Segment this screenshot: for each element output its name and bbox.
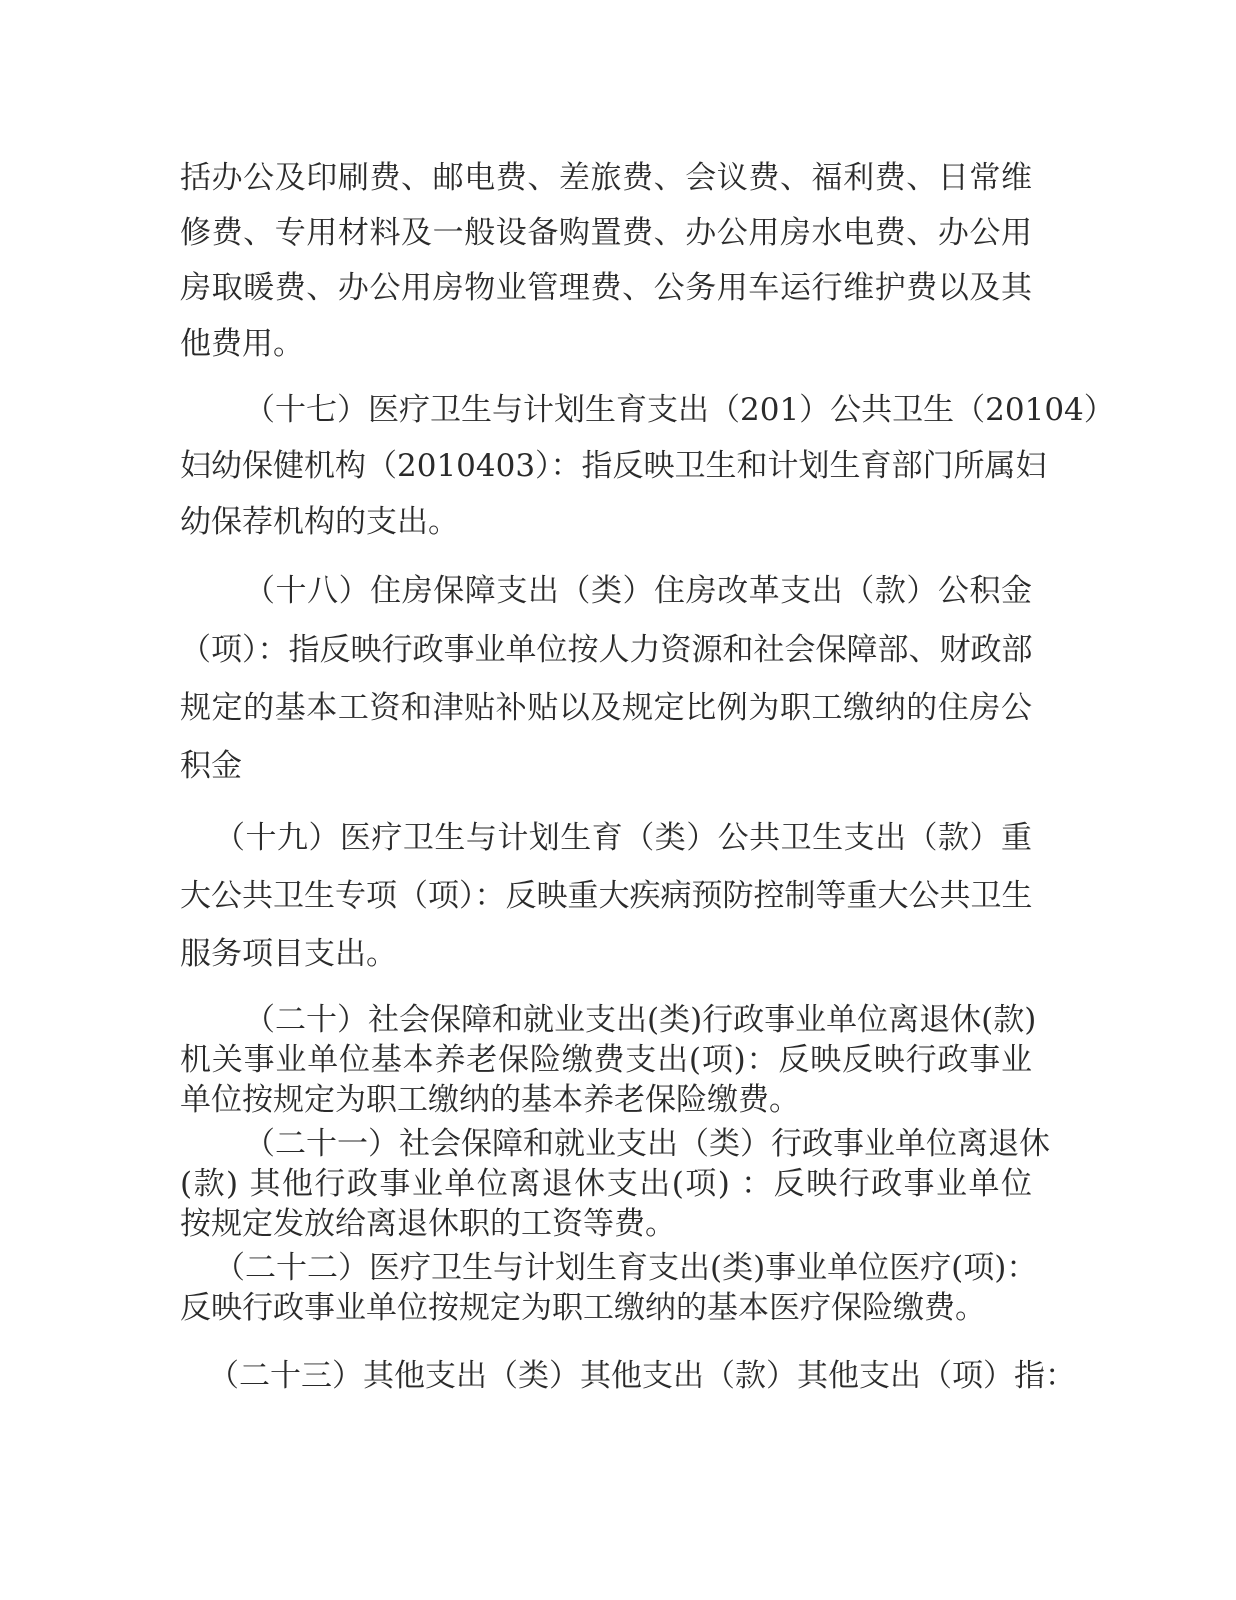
text-line: （十七）医疗卫生与计划生育支出（201）公共卫生（20104）: [244, 392, 1115, 428]
text-line: 他费用。: [180, 326, 304, 362]
text-line: （十九）医疗卫生与计划生育（类）公共卫生支出（款）重: [214, 820, 1032, 856]
text-line: （项）：指反映行政事业单位按人力资源和社会保障部、财政部: [180, 632, 1033, 668]
text-line: （十八）住房保障支出（类）住房改革支出（款）公积金: [244, 573, 1032, 609]
text-line: 规定的基本工资和津贴补贴以及规定比例为职工缴纳的住房公: [180, 690, 1032, 726]
text-line: 积金: [180, 748, 242, 784]
text-line: 服务项目支出。: [180, 936, 397, 972]
text-line: 机关事业单位基本养老保险缴费支出(项)：反映反映行政事业: [180, 1042, 1032, 1078]
text-line: 按规定发放给离退休职的工资等费。: [180, 1206, 676, 1242]
text-line: 大公共卫生专项（项）：反映重大疾病预防控制等重大公共卫生: [180, 878, 1033, 914]
text-line: (款) 其他行政事业单位离退休支出(项) ：反映行政事业单位: [180, 1166, 1032, 1202]
text-line: （二十三）其他支出（类）其他支出（款）其他支出（项）指：: [208, 1358, 1076, 1394]
text-line: 修费、专用材料及一般设备购置费、办公用房水电费、办公用: [180, 215, 1032, 251]
text-line: （二十二）医疗卫生与计划生育支出(类)事业单位医疗(项)：: [214, 1250, 1038, 1286]
text-line: 幼保荐机构的支出。: [180, 504, 459, 540]
text-line: （二十一）社会保障和就业支出（类）行政事业单位离退休: [244, 1126, 1050, 1162]
text-line: 括办公及印刷费、邮电费、差旅费、会议费、福利费、日常维: [180, 160, 1032, 196]
text-line: 反映行政事业单位按规定为职工缴纳的基本医疗保险缴费。: [180, 1290, 986, 1326]
text-line: 妇幼保健机构（2010403）：指反映卫生和计划生育部门所属妇: [180, 448, 1047, 484]
text-line: （二十）社会保障和就业支出(类)行政事业单位离退休(款): [244, 1002, 1037, 1038]
text-line: 房取暖费、办公用房物业管理费、公务用车运行维护费以及其: [180, 270, 1032, 306]
text-line: 单位按规定为职工缴纳的基本养老保险缴费。: [180, 1082, 800, 1118]
